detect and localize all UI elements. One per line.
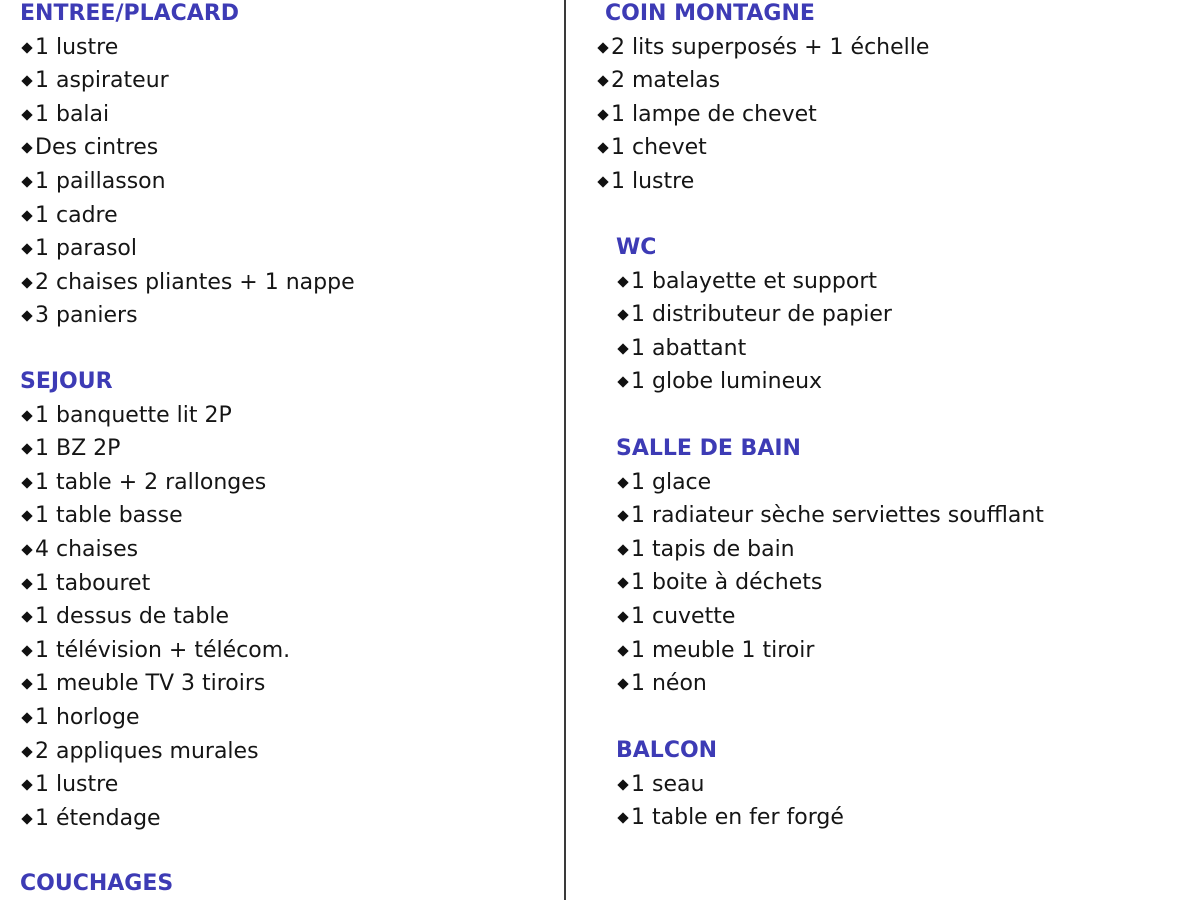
- item-label: 1 BZ 2P: [35, 436, 121, 462]
- list-item: [616, 502, 1044, 536]
- section-heading: BALCON: [616, 738, 718, 763]
- list-item: [20, 469, 290, 503]
- diamond-bullet-icon: [21, 243, 32, 254]
- diamond-bullet-icon: [597, 76, 608, 87]
- diamond-bullet-icon: [21, 210, 32, 221]
- list-item: [20, 603, 290, 637]
- diamond-bullet-icon: [21, 746, 32, 757]
- list-item: [616, 771, 844, 805]
- section-entree-placard: [20, 0, 355, 336]
- item-label: 1 globe lumineux: [631, 369, 823, 395]
- item-list: [20, 402, 290, 839]
- diamond-bullet-icon: [21, 779, 32, 790]
- list-item: [20, 34, 355, 68]
- diamond-bullet-icon: [21, 143, 32, 154]
- item-label: 1 abattant: [631, 335, 747, 361]
- item-label: 1 néon: [631, 671, 707, 697]
- item-label: 1 table en fer forgé: [631, 805, 844, 831]
- item-label: 1 tapis de bain: [631, 536, 795, 562]
- list-item: [20, 637, 290, 671]
- item-label: 1 seau: [631, 771, 705, 797]
- list-item: [20, 670, 290, 704]
- list-item: [616, 536, 1044, 570]
- diamond-bullet-icon: [617, 645, 628, 656]
- diamond-bullet-icon: [617, 310, 628, 321]
- diamond-bullet-icon: [21, 76, 32, 87]
- diamond-bullet-icon: [597, 109, 608, 120]
- section-heading: COUCHAGES: [20, 871, 174, 896]
- diamond-bullet-icon: [21, 410, 32, 421]
- diamond-bullet-icon: [617, 544, 628, 555]
- list-item: [20, 435, 290, 469]
- column-divider: [564, 0, 566, 900]
- diamond-bullet-icon: [617, 276, 628, 287]
- diamond-bullet-icon: [21, 578, 32, 589]
- diamond-bullet-icon: [21, 712, 32, 723]
- item-label: 1 horloge: [35, 704, 140, 730]
- diamond-bullet-icon: [21, 477, 32, 488]
- item-label: 1 étendage: [35, 805, 161, 831]
- item-label: 1 lustre: [35, 34, 119, 60]
- item-label: 1 meuble 1 tiroir: [631, 637, 815, 663]
- list-item: [616, 637, 1044, 671]
- section-heading: ENTREE/PLACARD: [20, 1, 240, 26]
- list-item: [20, 402, 290, 436]
- section-wc: [616, 234, 892, 402]
- item-label: 1 chevet: [611, 135, 707, 161]
- diamond-bullet-icon: [21, 645, 32, 656]
- list-item: [20, 269, 355, 303]
- section-heading: SEJOUR: [20, 369, 113, 394]
- diamond-bullet-icon: [617, 343, 628, 354]
- section-salle-de-bain: [616, 435, 1044, 704]
- diamond-bullet-icon: [21, 511, 32, 522]
- item-list: [20, 34, 355, 336]
- item-label: 2 matelas: [611, 68, 721, 94]
- section-heading: WC: [616, 235, 657, 260]
- item-label: 1 dessus de table: [35, 604, 230, 630]
- item-label: 1 meuble TV 3 tiroirs: [35, 671, 266, 697]
- list-item: [616, 335, 892, 369]
- section-heading: COIN MONTAGNE: [605, 1, 815, 26]
- diamond-bullet-icon: [617, 511, 628, 522]
- diamond-bullet-icon: [21, 109, 32, 120]
- diamond-bullet-icon: [21, 277, 32, 288]
- list-item: [596, 67, 929, 101]
- item-label: 1 lustre: [35, 772, 119, 798]
- list-item: [616, 569, 1044, 603]
- section-couchages: [20, 870, 173, 904]
- list-item: [20, 168, 355, 202]
- list-item: [20, 536, 290, 570]
- item-label: 1 balai: [35, 101, 110, 127]
- list-item: [616, 670, 1044, 704]
- list-item: [616, 268, 892, 302]
- diamond-bullet-icon: [617, 678, 628, 689]
- section-heading: SALLE DE BAIN: [616, 436, 801, 461]
- item-label: 2 chaises pliantes + 1 nappe: [35, 269, 355, 295]
- diamond-bullet-icon: [617, 611, 628, 622]
- section-coin-montagne: [596, 0, 929, 202]
- list-item: [596, 134, 929, 168]
- diamond-bullet-icon: [21, 544, 32, 555]
- item-label: 1 lustre: [611, 168, 695, 194]
- item-label: 1 radiateur sèche serviettes soufflant: [631, 503, 1044, 529]
- list-item: [20, 738, 290, 772]
- list-item: [616, 603, 1044, 637]
- list-item: [20, 202, 355, 236]
- item-label: 1 parasol: [35, 236, 137, 262]
- item-label: 1 cuvette: [631, 603, 736, 629]
- item-label: 2 lits superposés + 1 échelle: [611, 34, 930, 60]
- diamond-bullet-icon: [617, 779, 628, 790]
- diamond-bullet-icon: [21, 311, 32, 322]
- item-list: [616, 771, 844, 838]
- list-item: [616, 368, 892, 402]
- item-label: 1 glace: [631, 469, 712, 495]
- item-label: 1 aspirateur: [35, 68, 169, 94]
- diamond-bullet-icon: [597, 176, 608, 187]
- item-label: 1 télévision + télécom.: [35, 637, 291, 663]
- list-item: [20, 235, 355, 269]
- list-item: [20, 302, 355, 336]
- diamond-bullet-icon: [617, 813, 628, 824]
- item-label: 1 tabouret: [35, 570, 151, 596]
- item-label: 1 lampe de chevet: [611, 101, 817, 127]
- item-label: 1 cadre: [35, 202, 118, 228]
- diamond-bullet-icon: [21, 813, 32, 824]
- diamond-bullet-icon: [21, 444, 32, 455]
- diamond-bullet-icon: [617, 578, 628, 589]
- item-list: [596, 34, 929, 202]
- diamond-bullet-icon: [617, 377, 628, 388]
- item-label: 3 paniers: [35, 303, 138, 329]
- item-label: 1 boite à déchets: [631, 570, 823, 596]
- diamond-bullet-icon: [597, 42, 608, 53]
- item-label: 1 distributeur de papier: [631, 302, 892, 328]
- item-list: [616, 268, 892, 402]
- diamond-bullet-icon: [597, 143, 608, 154]
- list-item: [596, 168, 929, 202]
- section-sejour: [20, 368, 290, 838]
- item-label: 1 balayette et support: [631, 268, 877, 294]
- list-item: [20, 805, 290, 839]
- list-item: [20, 502, 290, 536]
- list-item: [20, 67, 355, 101]
- item-label: 2 appliques murales: [35, 738, 259, 764]
- item-label: 4 chaises: [35, 536, 139, 562]
- diamond-bullet-icon: [21, 679, 32, 690]
- diamond-bullet-icon: [21, 611, 32, 622]
- list-item: [596, 101, 929, 135]
- list-item: [616, 804, 844, 838]
- section-balcon: [616, 737, 844, 838]
- list-item: [20, 771, 290, 805]
- item-label: 1 table + 2 rallonges: [35, 469, 267, 495]
- list-item: [20, 101, 355, 135]
- item-list: [616, 469, 1044, 704]
- list-item: [20, 134, 355, 168]
- list-item: [616, 469, 1044, 503]
- diamond-bullet-icon: [21, 42, 32, 53]
- list-item: [596, 34, 929, 68]
- diamond-bullet-icon: [21, 176, 32, 187]
- item-label: 1 paillasson: [35, 168, 166, 194]
- list-item: [20, 704, 290, 738]
- item-label: 1 banquette lit 2P: [35, 402, 232, 428]
- list-item: [616, 301, 892, 335]
- item-label: Des cintres: [35, 135, 159, 161]
- diamond-bullet-icon: [617, 477, 628, 488]
- list-item: [20, 570, 290, 604]
- item-label: 1 table basse: [35, 503, 183, 529]
